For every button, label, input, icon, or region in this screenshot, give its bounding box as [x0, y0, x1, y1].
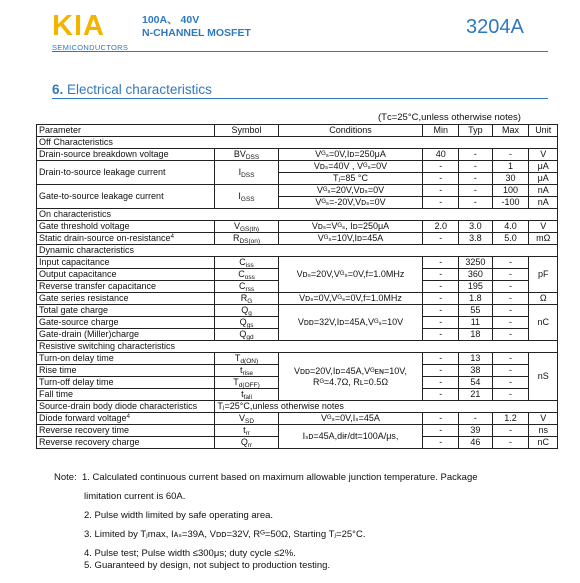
typ-value: - — [459, 149, 493, 161]
note-1 — [54, 472, 554, 484]
max-value: - — [492, 149, 529, 161]
table-row — [37, 149, 558, 161]
symbol-tdon: $T_{d(ON)}$ — [215, 353, 278, 365]
min-value: - — [423, 437, 459, 449]
typ-value: - — [459, 173, 493, 185]
typ-value: 21 — [459, 389, 493, 401]
cond-idss-1: Vᴅₛ=40V , Vᴳₛ=0V — [278, 161, 423, 173]
table-row — [37, 413, 558, 425]
symbol-rg: $R_G$ — [215, 293, 278, 305]
group-row — [37, 401, 558, 413]
param-tf: Fall time — [37, 389, 215, 401]
min-value: - — [423, 233, 459, 245]
param-crss: Reverse transfer capacitance — [37, 281, 215, 293]
part-number: 3204A — [466, 16, 524, 38]
symbol-tdoff: $T_{d(OFF)}$ — [215, 377, 278, 389]
cond-igss-2: Vᴳₛ=-20V,Vᴅₛ=0V — [278, 197, 423, 209]
header-conditions: Conditions — [278, 125, 423, 137]
symbol-coss: $C_{oss}$ — [215, 269, 278, 281]
product-description — [142, 14, 251, 40]
param-rg: Gate series resistance — [37, 293, 215, 305]
symbol-vsd: $V_{SD}$ — [215, 413, 278, 425]
max-value: 30 — [492, 173, 529, 185]
param-vth: Gate threshold voltage — [37, 221, 215, 233]
table-row — [37, 353, 558, 365]
symbol-qrr: $Q_{rr}$ — [215, 437, 278, 449]
max-value: - — [492, 293, 529, 305]
min-value: 40 — [423, 149, 459, 161]
typ-value: 18 — [459, 329, 493, 341]
min-value: - — [423, 329, 459, 341]
min-value: - — [423, 257, 459, 269]
max-value: - — [492, 329, 529, 341]
unit-value: V — [529, 221, 558, 233]
cond-idss-2: Tⱼ=85 °C — [278, 173, 423, 185]
param-vsd-text: Diode forward voltage — [39, 413, 127, 423]
unit-value: mΩ — [529, 233, 558, 245]
group-row — [37, 137, 558, 149]
section-title — [52, 82, 212, 97]
header-divider — [52, 51, 548, 52]
cond-igss-1: Vᴳₛ=20V,Vᴅₛ=0V — [278, 185, 423, 197]
typ-value: 360 — [459, 269, 493, 281]
note-1-line-2: limitation current is 60A. — [84, 491, 186, 502]
unit-value: V — [529, 149, 558, 161]
symbol-rdson: $R_{DS(on)}$ — [215, 233, 278, 245]
symbol-crss: $C_{rss}$ — [215, 281, 278, 293]
footnotes — [54, 472, 554, 572]
typ-value: 55 — [459, 305, 493, 317]
max-value: 1.2 — [492, 413, 529, 425]
max-value: - — [492, 377, 529, 389]
min-value: - — [423, 377, 459, 389]
param-vsd — [37, 413, 215, 425]
note-4: 4. Pulse test; Pulse width ≤300μs; duty cycle ≤2%. — [84, 548, 296, 559]
min-value: - — [423, 173, 459, 185]
min-value: - — [423, 305, 459, 317]
cond-switching-2: Rᴳ=4.7Ω, Rʟ=0.5Ω — [312, 376, 389, 387]
section-underline — [52, 98, 548, 99]
unit-gate-charge: nC — [529, 305, 558, 341]
note-2: 2. Pulse width limited by safe operating area. — [84, 510, 274, 521]
group-row — [37, 245, 558, 257]
unit-value: nA — [529, 197, 558, 209]
cond-switching — [278, 353, 423, 401]
symbol-ciss: $C_{iss}$ — [215, 257, 278, 269]
footnote-ref: 4 — [126, 414, 130, 420]
param-tr: Rise time — [37, 365, 215, 377]
product-type: N-CHANNEL MOSFET — [142, 27, 251, 39]
max-value: - — [492, 305, 529, 317]
cond-vth: Vᴅₛ=Vᴳₛ, Iᴅ=250μA — [278, 221, 423, 233]
group-on: On characteristics — [37, 209, 558, 221]
logo-text: KIA — [52, 10, 105, 42]
max-value: - — [492, 257, 529, 269]
min-value: - — [423, 269, 459, 281]
note-3: 3. Limited by Tⱼmax, Iᴀₛ=39A, Vᴅᴅ=32V, Rᴳ=50Ω, Starting Tⱼ=25°C. — [84, 529, 366, 540]
header-symbol: Symbol — [215, 125, 278, 137]
min-value: - — [423, 365, 459, 377]
unit-value: μA — [529, 173, 558, 185]
min-value: 2.0 — [423, 221, 459, 233]
min-value: - — [423, 161, 459, 173]
typ-value: 54 — [459, 377, 493, 389]
max-value: -100 — [492, 197, 529, 209]
min-value: - — [423, 281, 459, 293]
product-rating: 100A、 40V — [142, 14, 200, 26]
min-value: - — [423, 389, 459, 401]
max-value: - — [492, 389, 529, 401]
group-row — [37, 209, 558, 221]
logo-subtitle: SEMICONDUCTORS — [52, 43, 129, 52]
cond-reverse-recovery: Iₛᴅ=45A,diғ/dt=100A/μs, — [278, 425, 423, 449]
typ-value: - — [459, 197, 493, 209]
typ-value: 195 — [459, 281, 493, 293]
typ-value: 13 — [459, 353, 493, 365]
min-value: - — [423, 353, 459, 365]
table-row — [37, 257, 558, 269]
typ-value: - — [459, 413, 493, 425]
table-row — [37, 161, 558, 173]
param-trr: Reverse recovery time — [37, 425, 215, 437]
company-logo — [52, 10, 128, 52]
symbol-qg: $Q_g$ — [215, 305, 278, 317]
max-value: 4.0 — [492, 221, 529, 233]
section-number: 6. — [52, 82, 64, 97]
note-5: 5. Guaranteed by design, not subject to production testing. — [84, 560, 331, 571]
cond-capacitance: Vᴅₛ=20V,Vᴳₛ=0V,f=1.0MHz — [278, 257, 423, 293]
unit-capacitance: pF — [529, 257, 558, 293]
min-value: - — [423, 185, 459, 197]
param-bvdss: Drain-source breakdown voltage — [37, 149, 215, 161]
param-qg: Total gate charge — [37, 305, 215, 317]
footnote-ref: 4 — [170, 234, 174, 240]
symbol-vth: $V_{GS(th)}$ — [215, 221, 278, 233]
header-min: Min — [423, 125, 459, 137]
cond-vsd: Vᴳₛ=0V,Iₛ=45A — [278, 413, 423, 425]
unit-value: nC — [529, 437, 558, 449]
symbol-igss: $I_{GSS}$ — [215, 185, 278, 209]
symbol-tf: $t_{fall}$ — [215, 389, 278, 401]
symbol-idss: $I_{DSS}$ — [215, 161, 278, 185]
group-diode-condition: Tⱼ=25°C,unless otherwise notes — [215, 401, 558, 413]
cond-switching-1: Vᴅᴅ=20V,Iᴅ=45A,Vᴳᴇɴ=10V, — [294, 365, 407, 376]
cond-bvdss: Vᴳₛ=0V,Iᴅ=250μA — [278, 149, 423, 161]
typ-value: 3.0 — [459, 221, 493, 233]
note-1-line-1: 1. Calculated continuous current based on maximum allowable junction temperature. Package — [82, 472, 478, 483]
table-row — [37, 185, 558, 197]
cond-gate-charge: Vᴅᴅ=32V,Iᴅ=45A,Vᴳₛ=10V — [278, 305, 423, 341]
symbol-qgd: $Q_{gd}$ — [215, 329, 278, 341]
min-value: - — [423, 317, 459, 329]
max-value: - — [492, 269, 529, 281]
symbol-qgs: $Q_{gs}$ — [215, 317, 278, 329]
param-igss: Gate-to-source leakage current — [37, 185, 215, 209]
min-value: - — [423, 293, 459, 305]
typ-value: 3250 — [459, 257, 493, 269]
max-value: - — [492, 281, 529, 293]
unit-value: Ω — [529, 293, 558, 305]
section-title-text: Electrical characteristics — [67, 82, 212, 97]
group-switching: Resistive switching characteristics — [37, 341, 558, 353]
header-parameter: Parameter — [37, 125, 215, 137]
unit-value: ns — [529, 425, 558, 437]
unit-switching: nS — [529, 353, 558, 401]
param-qgs: Gate-source charge — [37, 317, 215, 329]
param-tdoff: Turn-off delay time — [37, 377, 215, 389]
param-ciss: Input capacitance — [37, 257, 215, 269]
param-rdson — [37, 233, 215, 245]
max-value: - — [492, 425, 529, 437]
param-idss: Drain-to-source leakage current — [37, 161, 215, 185]
typ-value: 3.8 — [459, 233, 493, 245]
group-row — [37, 341, 558, 353]
max-value: - — [492, 353, 529, 365]
note-label: Note: — [54, 472, 77, 483]
cond-rdson: Vᴳₛ=10V,Iᴅ=45A — [278, 233, 423, 245]
param-qrr: Reverse recovery charge — [37, 437, 215, 449]
max-value: - — [492, 317, 529, 329]
unit-value: nA — [529, 185, 558, 197]
group-dynamic: Dynamic characteristics — [37, 245, 558, 257]
param-tdon: Turn-on delay time — [37, 353, 215, 365]
symbol-trr: $t_{rr}$ — [215, 425, 278, 437]
max-value: - — [492, 437, 529, 449]
max-value: - — [492, 365, 529, 377]
param-qgd: Gate-drain (Miller)charge — [37, 329, 215, 341]
min-value: - — [423, 413, 459, 425]
typ-value: 1.8 — [459, 293, 493, 305]
table-header-row — [37, 125, 558, 137]
group-off: Off Characteristics — [37, 137, 558, 149]
max-value: 100 — [492, 185, 529, 197]
typ-value: - — [459, 185, 493, 197]
table-row — [37, 425, 558, 437]
header-typ: Typ — [459, 125, 493, 137]
param-coss: Output capacitance — [37, 269, 215, 281]
header-unit: Unit — [529, 125, 558, 137]
typ-value: 38 — [459, 365, 493, 377]
table-row — [37, 221, 558, 233]
table-row — [37, 305, 558, 317]
min-value: - — [423, 197, 459, 209]
symbol-tr: $t_{rise}$ — [215, 365, 278, 377]
symbol-bvdss: $BV_{DSS}$ — [215, 149, 278, 161]
typ-value: 11 — [459, 317, 493, 329]
table-row — [37, 233, 558, 245]
electrical-characteristics-table — [36, 124, 558, 449]
group-diode: Source-drain body diode characteristics — [37, 401, 215, 413]
typ-value: - — [459, 161, 493, 173]
test-condition-note: (Tᴄ=25°C,unless otherwise notes) — [378, 112, 521, 123]
unit-value: V — [529, 413, 558, 425]
max-value: 1 — [492, 161, 529, 173]
typ-value: 39 — [459, 425, 493, 437]
max-value: 5.0 — [492, 233, 529, 245]
cond-rg: Vᴅₛ=0V,Vᴳₛ=0V,f=1.0MHz — [278, 293, 423, 305]
typ-value: 46 — [459, 437, 493, 449]
table-row — [37, 293, 558, 305]
min-value: - — [423, 425, 459, 437]
header-max: Max — [492, 125, 529, 137]
unit-value: μA — [529, 161, 558, 173]
param-rdson-text: Static drain-source on-resistance — [39, 233, 171, 243]
